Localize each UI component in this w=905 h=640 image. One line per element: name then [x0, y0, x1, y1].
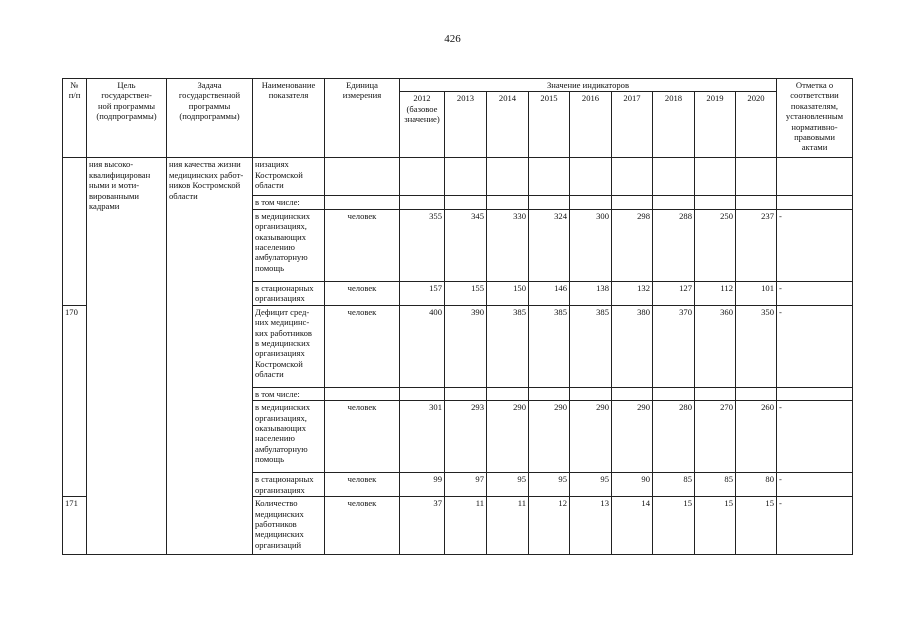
value-cell: 15: [695, 497, 736, 555]
value-cell: [695, 387, 736, 400]
header-task: Задача государственной программы (подпрограммы): [167, 79, 253, 158]
row-number: [63, 158, 87, 305]
value-cell: 288: [653, 209, 695, 281]
value-cell: 237: [736, 209, 777, 281]
value-cell: [736, 158, 777, 196]
unit-cell: человек: [325, 281, 400, 305]
value-cell: 101: [736, 281, 777, 305]
value-cell: 293: [445, 401, 487, 473]
note-cell: -: [777, 401, 853, 473]
value-cell: [445, 387, 487, 400]
value-cell: 345: [445, 209, 487, 281]
value-cell: 385: [570, 305, 612, 387]
value-cell: [653, 196, 695, 209]
value-cell: [529, 196, 570, 209]
value-cell: [653, 158, 695, 196]
header-indicator: Наименование показателя: [253, 79, 325, 158]
note-cell: [777, 387, 853, 400]
header-goal: Цель государствен- ной программы (подпрограммы): [87, 79, 167, 158]
header-year: 2012 (базовое значение): [400, 92, 445, 158]
value-cell: 99: [400, 473, 445, 497]
value-cell: [612, 196, 653, 209]
note-cell: [777, 158, 853, 196]
value-cell: [612, 158, 653, 196]
goal-cell: ния высоко- квалифицирован ными и моти- вированными кадрами: [87, 158, 167, 555]
value-cell: 85: [695, 473, 736, 497]
unit-cell: [325, 387, 400, 400]
unit-cell: человек: [325, 497, 400, 555]
note-cell: -: [777, 473, 853, 497]
value-cell: [529, 387, 570, 400]
indicator-name: в том числе:: [253, 387, 325, 400]
header-year: 2013: [445, 92, 487, 158]
value-cell: 95: [487, 473, 529, 497]
header-year: 2020: [736, 92, 777, 158]
value-cell: [487, 196, 529, 209]
value-cell: 290: [487, 401, 529, 473]
value-cell: 150: [487, 281, 529, 305]
header-year: 2017: [612, 92, 653, 158]
value-cell: [487, 387, 529, 400]
value-cell: 385: [487, 305, 529, 387]
value-cell: 95: [570, 473, 612, 497]
value-cell: [445, 158, 487, 196]
value-cell: 360: [695, 305, 736, 387]
note-cell: -: [777, 305, 853, 387]
header-no: № п/п: [63, 79, 87, 158]
unit-cell: человек: [325, 473, 400, 497]
note-cell: -: [777, 209, 853, 281]
header-note: Отметка о соответствии показателям, установленным нормативно- правовыми актами: [777, 79, 853, 158]
value-cell: 400: [400, 305, 445, 387]
value-cell: 301: [400, 401, 445, 473]
indicator-name: низациях Костромской области: [253, 158, 325, 196]
value-cell: 350: [736, 305, 777, 387]
value-cell: 330: [487, 209, 529, 281]
value-cell: 290: [612, 401, 653, 473]
value-cell: 370: [653, 305, 695, 387]
value-cell: 12: [529, 497, 570, 555]
value-cell: 355: [400, 209, 445, 281]
indicator-name: Дефицит сред- них медицинс- ких работников в медицинских организациях Костромской области: [253, 305, 325, 387]
indicator-name: в том числе:: [253, 196, 325, 209]
value-cell: 11: [487, 497, 529, 555]
header-values: Значение индикаторов: [400, 79, 777, 92]
value-cell: 300: [570, 209, 612, 281]
value-cell: 15: [653, 497, 695, 555]
value-cell: 90: [612, 473, 653, 497]
value-cell: 250: [695, 209, 736, 281]
header-year: 2016: [570, 92, 612, 158]
value-cell: 290: [529, 401, 570, 473]
value-cell: [653, 387, 695, 400]
table-row: [63, 158, 853, 196]
value-cell: 385: [529, 305, 570, 387]
header-year: 2018: [653, 92, 695, 158]
value-cell: [736, 387, 777, 400]
value-cell: 11: [445, 497, 487, 555]
value-cell: 157: [400, 281, 445, 305]
value-cell: [570, 158, 612, 196]
unit-cell: [325, 196, 400, 209]
value-cell: 15: [736, 497, 777, 555]
header-year: 2015: [529, 92, 570, 158]
value-cell: [570, 387, 612, 400]
value-cell: [487, 158, 529, 196]
unit-cell: [325, 158, 400, 196]
value-cell: 298: [612, 209, 653, 281]
value-cell: 146: [529, 281, 570, 305]
value-cell: 380: [612, 305, 653, 387]
value-cell: [400, 387, 445, 400]
value-cell: 260: [736, 401, 777, 473]
value-cell: 290: [570, 401, 612, 473]
value-cell: 280: [653, 401, 695, 473]
value-cell: [612, 387, 653, 400]
value-cell: 155: [445, 281, 487, 305]
unit-cell: человек: [325, 209, 400, 281]
page-number: 426: [444, 33, 461, 45]
indicators-table: [62, 78, 853, 555]
value-cell: 85: [653, 473, 695, 497]
value-cell: 324: [529, 209, 570, 281]
unit-cell: человек: [325, 401, 400, 473]
value-cell: [695, 196, 736, 209]
value-cell: 138: [570, 281, 612, 305]
note-cell: [777, 196, 853, 209]
value-cell: 132: [612, 281, 653, 305]
indicator-name: в медицинских организациях, оказывающих населению амбулаторную помощь: [253, 209, 325, 281]
value-cell: [570, 196, 612, 209]
header-year: 2014: [487, 92, 529, 158]
value-cell: 95: [529, 473, 570, 497]
indicator-name: в стационарных организациях: [253, 473, 325, 497]
value-cell: [695, 158, 736, 196]
row-number: 171: [63, 497, 87, 555]
indicator-name: в медицинских организациях, оказывающих населению амбулаторную помощь: [253, 401, 325, 473]
row-number: 170: [63, 305, 87, 496]
header-unit: Единица измерения: [325, 79, 400, 158]
note-cell: -: [777, 281, 853, 305]
value-cell: [529, 158, 570, 196]
value-cell: [400, 196, 445, 209]
value-cell: 127: [653, 281, 695, 305]
unit-cell: человек: [325, 305, 400, 387]
value-cell: 37: [400, 497, 445, 555]
task-cell: ния качества жизни медицинских работ- ников Костромской области: [167, 158, 253, 555]
note-cell: -: [777, 497, 853, 555]
indicator-name: Количество медицинских работников медицинских организаций: [253, 497, 325, 555]
value-cell: 14: [612, 497, 653, 555]
value-cell: 270: [695, 401, 736, 473]
indicator-name: в стационарных организациях: [253, 281, 325, 305]
value-cell: 13: [570, 497, 612, 555]
value-cell: [736, 196, 777, 209]
value-cell: [400, 158, 445, 196]
value-cell: 112: [695, 281, 736, 305]
value-cell: 390: [445, 305, 487, 387]
value-cell: 97: [445, 473, 487, 497]
value-cell: [445, 196, 487, 209]
value-cell: 80: [736, 473, 777, 497]
header-year: 2019: [695, 92, 736, 158]
